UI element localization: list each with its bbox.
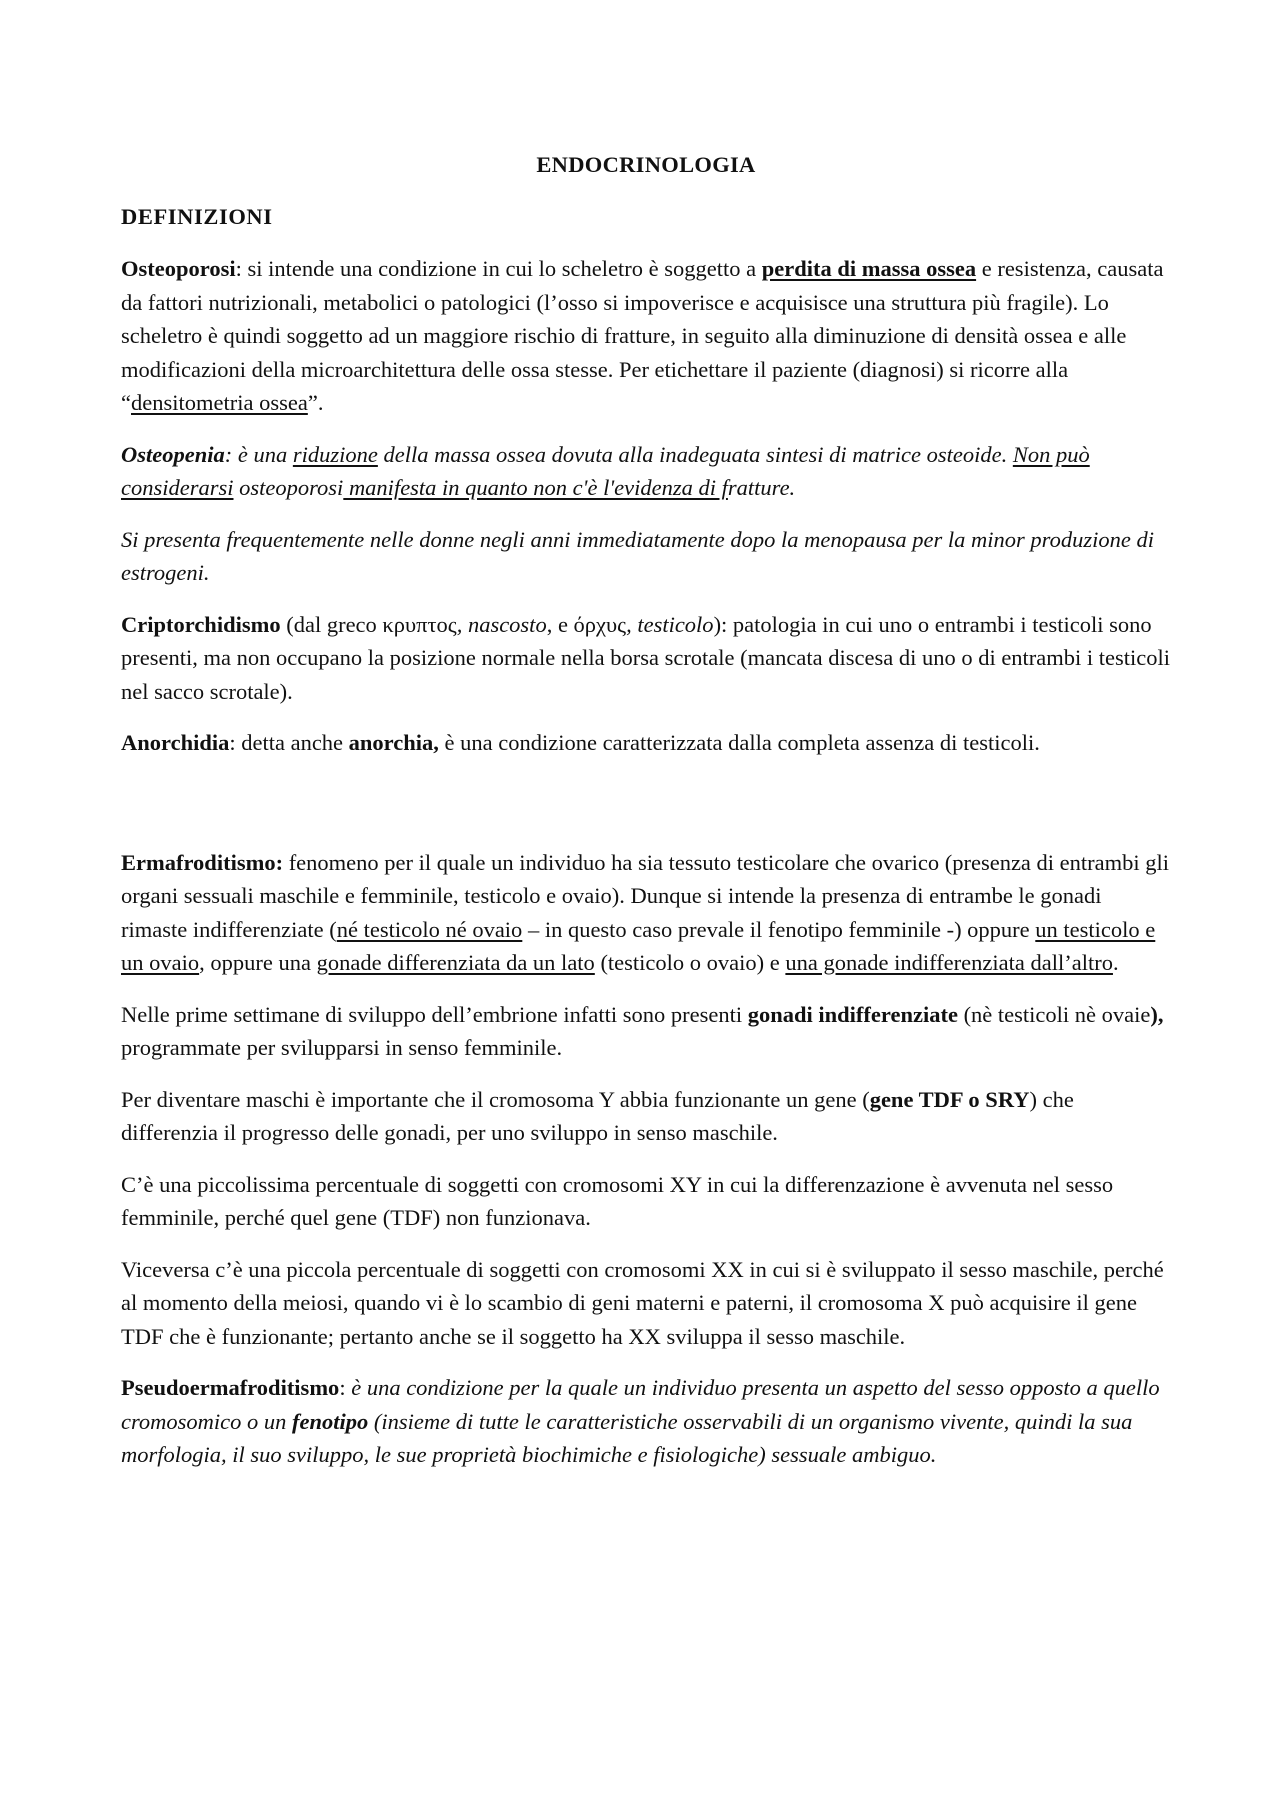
text: ”. (307, 390, 324, 415)
underlined-text: una gonade indifferenziata dall’altro (785, 950, 1113, 975)
text: : è una (224, 441, 293, 467)
term-osteopenia: Osteopenia (121, 441, 225, 467)
text: è una condizione caratterizzata dalla completa assenza di testicoli. (438, 730, 1040, 755)
text: – in questo caso prevale il fenotipo femminile -) oppure (522, 916, 1036, 942)
text: fenomeno per il quale un individuo ha sia tessuto testicolare che ovarico (presenza di entrambi gli organi sessuali maschile e femminile, testicolo e ovaio). Dunque si intende la presenza di entrambe le gonadi rimaste indifferenziate ( (121, 849, 1170, 942)
text: ratture. (727, 475, 796, 500)
term-anorchidia: Anorchidia (121, 730, 230, 755)
term-osteoporosi: Osteoporosi (121, 256, 236, 281)
text: (dal greco κρυπτος (280, 611, 457, 637)
text: Per diventare maschi è importante che il cromosoma Y abbia funzionante un gene ( (121, 1086, 870, 1112)
text: e resistenza, causata da fattori nutrizionali, metabolici o patologici (l’osso si impoverisce e acquisisce una struttura più fragile). Lo scheletro è quindi soggetto ad un maggiore rischio di fratture, in seguito alla diminuzione di densità ossea e alle modificazioni della microarchitettura delle ossa stesse. Per etichettare il paziente (diagnosi) si ricorre alla “ (121, 256, 1164, 415)
term-anorchia: anorchia, (348, 730, 439, 755)
text: Nelle prime settimane di sviluppo dell’embrione infatti sono presenti (121, 1001, 748, 1027)
underlined-text: gonade differenziata da un lato (316, 950, 595, 975)
exam-densitometria: densitometria ossea (131, 390, 308, 415)
italic-text: , nascosto (456, 611, 547, 637)
text: programmate per svilupparsi in senso femminile. (121, 1035, 563, 1060)
bold-italic-text: fenotipo (292, 1408, 369, 1434)
text: (testicolo o ovaio) e (594, 950, 786, 975)
text: ): patologia in cui uno o entrambi i testicoli sono presenti, ma non occupano la posizione normale nella borsa scrotale (mancata discesa di uno o di entrambi i testicoli nel sacco scrotale). (121, 611, 1171, 704)
term-ermafroditismo: Ermafroditismo: (121, 849, 284, 875)
text: : (339, 1375, 352, 1400)
paragraph-anorchidia (121, 726, 1171, 760)
bold-text: gonadi indifferenziate (747, 1001, 958, 1027)
bold-text: gene TDF o SRY (869, 1086, 1030, 1112)
paragraph-osteopenia (121, 438, 1171, 505)
text: : detta anche (229, 730, 349, 755)
text: della massa ossea dovuta alla inadeguata sintesi di matrice osteoide. (377, 441, 1013, 467)
text: , oppure una (199, 950, 317, 975)
text: ) che differenzia il progresso delle gonadi, per uno sviluppo in senso maschile. (121, 1086, 1074, 1145)
text: , e όρχυς (546, 611, 627, 637)
paragraph-ermafroditismo (121, 846, 1171, 980)
paragraph-pseudoermafroditismo (121, 1371, 1171, 1472)
text: : si intende una condizione in cui lo scheletro è soggetto a (235, 256, 762, 281)
paragraph-xx-note: Viceversa c’è una piccola percentuale di soggetti con cromosomi XX in cui si è sviluppato il sesso maschile, perché al momento della meiosi, quando vi è lo scambio di geni materni e paterni, il cromosoma X può acquisire il gene TDF che è funzionante; pertanto anche se il soggetto ha XX sviluppa il sesso maschile. (121, 1256, 1164, 1349)
underlined-text: manifesta in quanto non c'è l'evidenza di f (343, 475, 728, 500)
underlined-text: riduzione (292, 441, 378, 467)
bold-text: ), (1150, 1001, 1164, 1027)
paragraph-osteoporosi (121, 252, 1171, 420)
paragraph-gonadi (121, 998, 1171, 1065)
highlight-perdita-massa-ossea: perdita di massa ossea (761, 256, 977, 281)
paragraph-criptorchidismo (121, 608, 1171, 709)
underlined-text: né testicolo né ovaio (336, 916, 523, 942)
term-pseudoermafroditismo: Pseudoermafroditismo (121, 1375, 340, 1400)
paragraph-osteopenia-note: Si presenta frequentemente nelle donne negli anni immediatamente dopo la menopausa per la minor produzione di estrogeni. (121, 526, 1154, 585)
paragraph-xy-note: C’è una piccolissima percentuale di soggetti con cromosomi XY in cui la differenzazione è avvenuta nel sesso femminile, perché quel gene (TDF) non funzionava. (121, 1171, 1114, 1230)
document-title: ENDOCRINOLOGIA (536, 152, 756, 177)
text: (nè testicoli nè ovaie (957, 1001, 1151, 1027)
underlined-text: un testicolo e un ovaio (121, 916, 1156, 975)
document-body (121, 148, 1171, 1472)
italic-text: è una condizione per la quale un individuo presenta un aspetto del sesso opposto a quello cromosomico o un (121, 1375, 1160, 1434)
paragraph-sry (121, 1083, 1171, 1150)
underlined-text: Non può considerarsi (121, 441, 1090, 500)
section-heading: DEFINIZIONI (121, 204, 273, 229)
italic-text: , testicolo (626, 611, 714, 637)
term-criptorchidismo: Criptorchidismo (121, 611, 281, 637)
text: osteoporosi (233, 475, 344, 500)
text: . (1112, 950, 1119, 975)
italic-text: (insieme di tutte le caratteristiche osservabili di un organismo vivente, quindi la sua morfologia, il suo sviluppo, le sue proprietà biochimiche e fisiologiche) sessuale ambiguo. (121, 1408, 1133, 1467)
